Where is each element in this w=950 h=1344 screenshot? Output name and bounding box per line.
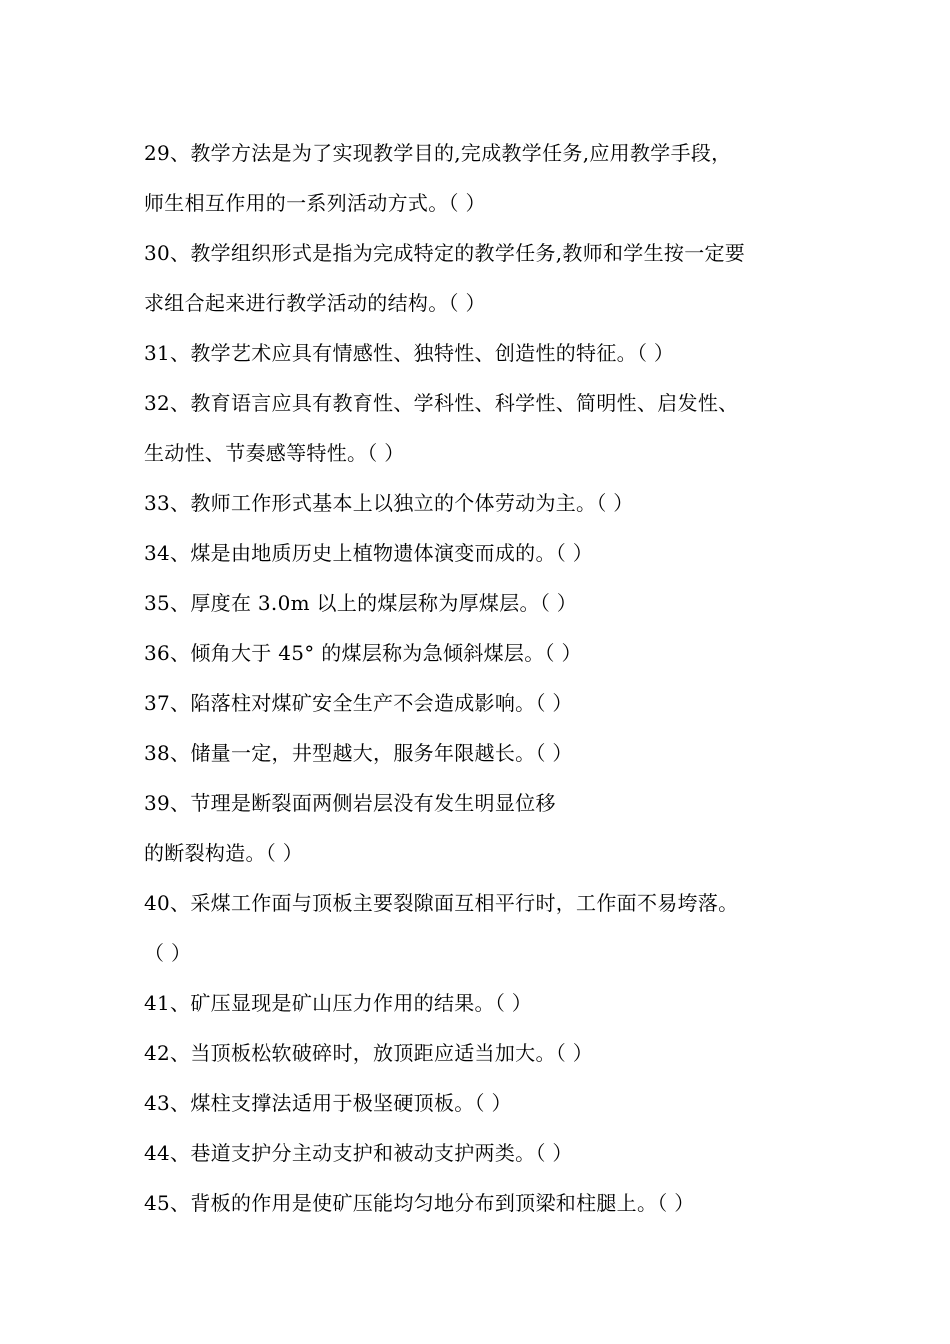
question-29-line-1: 29、教学方法是为了实现教学目的,完成教学任务,应用教学手段，	[144, 141, 732, 165]
question-35: 35、厚度在 3.0m 以上的煤层称为厚煤层。（ ）	[144, 591, 578, 615]
question-37: 37、陷落柱对煤矿安全生产不会造成影响。（ ）	[144, 691, 573, 715]
question-38: 38、储量一定，井型越大，服务年限越长。（ ）	[144, 741, 573, 765]
question-39-line-1: 39、节理是断裂面两侧岩层没有发生明显位移	[144, 791, 556, 815]
question-29-line-2: 师生相互作用的一系列活动方式。（ ）	[144, 191, 486, 215]
question-44: 44、巷道支护分主动支护和被动支护两类。（ ）	[144, 1141, 573, 1165]
question-32-line-1: 32、教育语言应具有教育性、学科性、科学性、简明性、启发性、	[144, 391, 739, 415]
question-30-line-1: 30、教学组织形式是指为完成特定的教学任务,教师和学生按一定要	[144, 241, 746, 265]
question-45: 45、背板的作用是使矿压能均匀地分布到顶梁和柱腿上。（ ）	[144, 1191, 695, 1215]
question-list	[144, 128, 824, 1228]
question-32-line-2: 生动性、节奏感等特性。（ ）	[144, 441, 405, 465]
question-39-line-2: 的断裂构造。（ ）	[144, 841, 304, 865]
question-33: 33、教师工作形式基本上以独立的个体劳动为主。（ ）	[144, 491, 634, 515]
question-40-line-1: 40、采煤工作面与顶板主要裂隙面互相平行时，工作面不易垮落。	[144, 891, 739, 915]
question-36: 36、倾角大于 45° 的煤层称为急倾斜煤层。（ ）	[144, 641, 582, 665]
question-40-line-2: （ ）	[144, 941, 192, 965]
question-31: 31、教学艺术应具有情感性、独特性、创造性的特征。（ ）	[144, 341, 675, 365]
question-42: 42、当顶板松软破碎时，放顶距应适当加大。（ ）	[144, 1041, 594, 1065]
question-34: 34、煤是由地质历史上植物遗体演变而成的。（ ）	[144, 541, 594, 565]
question-30-line-2: 求组合起来进行教学活动的结构。（ ）	[144, 291, 486, 315]
question-41: 41、矿压显现是矿山压力作用的结果。（ ）	[144, 991, 533, 1015]
question-43: 43、煤柱支撑法适用于极坚硬顶板。（ ）	[144, 1091, 512, 1115]
